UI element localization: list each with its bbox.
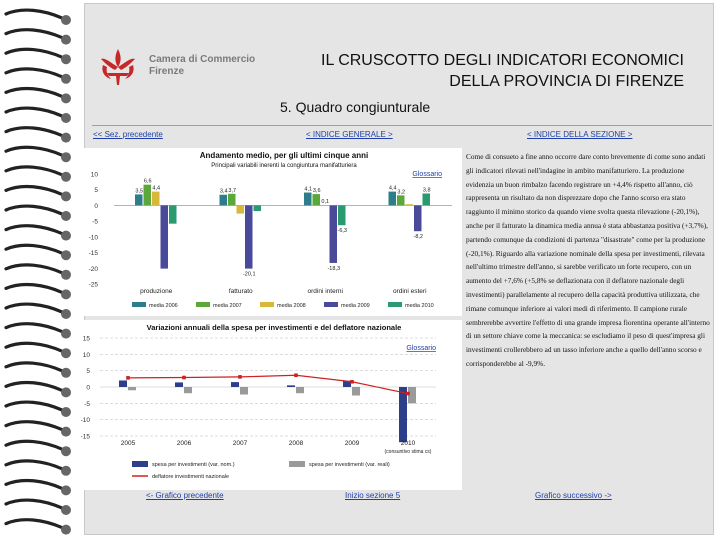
binding-hole [61, 407, 71, 417]
chart2-line-marker [350, 380, 354, 384]
chart2-legend-label: deflatore investimenti nazionale [152, 474, 230, 480]
chart1-data-label: 3,6 [312, 188, 321, 195]
chart1-data-label: 4,1 [304, 186, 313, 193]
chart1-category-label: produzione [140, 288, 173, 295]
chart1-subtitle: Principali variabili inerenti la congiuntura manifatturiera [211, 163, 357, 169]
chart2-category-note: (consuntivo stima cs) [384, 449, 432, 455]
binding-ring [6, 382, 62, 390]
binding-ring [6, 245, 62, 253]
chart2-bar [128, 387, 136, 390]
chart1-bar [254, 205, 262, 211]
binding-ring [6, 69, 62, 77]
binding-ring [6, 186, 62, 194]
chart2-y-tick: 15 [82, 335, 90, 343]
chart1-legend-label: media 2007 [213, 303, 242, 309]
binding-hole [61, 35, 71, 45]
chart2-y-tick: 10 [82, 351, 90, 359]
binding-ring [6, 206, 62, 214]
binding-hole [61, 485, 71, 495]
chart2-y-tick: 5 [86, 368, 90, 376]
chart1-legend-label: media 2010 [405, 303, 434, 309]
binding-hole [61, 270, 71, 280]
binding-hole [61, 250, 71, 260]
chart1-bar [161, 205, 169, 268]
binding-ring [6, 422, 62, 430]
chart1-bar [330, 205, 338, 263]
chart2-glossary-link[interactable]: Glossario [406, 345, 436, 352]
chart1-bar [406, 204, 414, 205]
binding-hole [61, 446, 71, 456]
binding-hole [61, 231, 71, 241]
page-title-line1: IL CRUSCOTTO DEGLI INDICATORI ECONOMICI [321, 52, 684, 69]
chart2-bar [287, 385, 295, 387]
binding-hole [61, 113, 71, 123]
previous-section-link[interactable]: << Sez. precedente [93, 130, 163, 139]
chart1-y-tick: -10 [88, 234, 98, 242]
binding-ring [6, 402, 62, 410]
binding-ring [6, 284, 62, 292]
binding-hole [61, 329, 71, 339]
chart2-bar [184, 387, 192, 393]
chart1-y-tick: 10 [90, 171, 98, 179]
chart2-category-label: 2005 [120, 440, 136, 447]
chart1-bar [414, 205, 422, 231]
binding-ring [6, 324, 62, 332]
chart1-glossary-link[interactable]: Glossario [412, 171, 442, 178]
chart1-data-label: 3,4 [219, 188, 228, 195]
chart2-bar [231, 382, 239, 387]
binding-hole [61, 15, 71, 25]
binding-hole [61, 54, 71, 64]
chart2-line-marker [182, 376, 186, 380]
chart1-bar [338, 205, 346, 225]
chart1-y-tick: -25 [88, 281, 98, 289]
chart1-y-tick: 5 [94, 187, 98, 195]
chart1-bar [304, 193, 312, 206]
chart1-bar [152, 192, 160, 206]
chart2-y-tick: -5 [84, 400, 90, 408]
section-index-link[interactable]: < INDICE DELLA SEZIONE > [527, 130, 633, 139]
section-start-link[interactable]: Inizio sezione 5 [345, 491, 401, 500]
chart1-category-label: ordini esteri [392, 288, 427, 295]
chart1-legend-swatch [388, 302, 402, 307]
binding-hole [61, 191, 71, 201]
divider [92, 125, 712, 126]
binding-hole [61, 427, 71, 437]
chart2-bar [399, 387, 407, 442]
binding-hole [61, 525, 71, 535]
binding-hole [61, 387, 71, 397]
binding-ring [6, 461, 62, 469]
org-name-line2: Firenze [149, 66, 185, 77]
chart1-bar [245, 205, 253, 268]
binding-hole [61, 74, 71, 84]
chart2-line-marker [126, 376, 130, 380]
chart1-bar [228, 194, 236, 206]
binding-ring [6, 363, 62, 371]
binding-ring [6, 441, 62, 449]
binding-ring [6, 226, 62, 234]
binding-hole [61, 172, 71, 182]
binding-hole [61, 133, 71, 143]
binding-hole [61, 309, 71, 319]
chart-manufacturing-variables [84, 148, 462, 316]
chart1-data-label: -6,3 [337, 228, 347, 235]
chart2-y-tick: -10 [80, 417, 90, 425]
chart2-line-marker [294, 373, 298, 377]
chart2-category-label: 2007 [232, 440, 248, 447]
chart1-data-label: 6,6 [143, 178, 152, 185]
chart1-bar [321, 205, 329, 206]
chart-investment-spending [80, 320, 462, 490]
chart1-legend-swatch [132, 302, 146, 307]
chart2-category-label: 2006 [176, 440, 192, 447]
chart1-y-tick: -20 [88, 265, 98, 273]
chart1-data-label: 3,8 [422, 187, 431, 194]
chart2-legend-swatch [132, 461, 148, 467]
binding-hole [61, 152, 71, 162]
chart2-category-label: 2010 [400, 440, 416, 447]
chart2-legend-swatch [289, 461, 305, 467]
binding-ring [6, 147, 62, 155]
chart1-legend-swatch [260, 302, 274, 307]
binding-hole [61, 368, 71, 378]
chart1-data-label: 3,7 [228, 187, 237, 194]
spiral-binding [0, 0, 78, 540]
chart1-y-tick: 0 [94, 202, 98, 210]
chart2-line-marker [406, 392, 410, 396]
chart1-y-tick: -5 [92, 218, 98, 226]
org-name-line1: Camera di Commercio [149, 54, 256, 65]
chart2-bar [119, 380, 127, 387]
chart1-legend-swatch [324, 302, 338, 307]
chart1-legend-label: media 2006 [149, 303, 178, 309]
binding-ring [6, 88, 62, 96]
previous-chart-link[interactable]: <- Grafico precedente [146, 491, 224, 500]
chart1-bar [135, 194, 143, 205]
chart2-bar [175, 382, 183, 387]
binding-ring [6, 265, 62, 273]
chart1-data-label: 0,1 [321, 199, 330, 206]
general-index-link[interactable]: < INDICE GENERALE > [306, 130, 393, 139]
florence-lily-logo-icon [95, 45, 141, 87]
binding-hole [61, 93, 71, 103]
binding-ring [6, 500, 62, 508]
binding-ring [6, 167, 62, 175]
chart1-bar [397, 195, 405, 205]
binding-hole [61, 505, 71, 515]
chart2-legend-label: spesa per investimenti (var. nom.) [152, 462, 235, 468]
chart1-data-label: 3,2 [397, 189, 406, 196]
chart2-deflator-line [128, 375, 408, 393]
binding-hole [61, 348, 71, 358]
chart1-data-label: -20,1 [242, 271, 256, 278]
chart1-category-label: ordini interni [307, 288, 343, 295]
chart2-legend-label: spesa per investimenti (var. reali) [309, 462, 390, 468]
chart1-y-tick: -15 [88, 250, 98, 258]
binding-ring [6, 520, 62, 528]
binding-ring [6, 108, 62, 116]
chart1-bar [220, 195, 228, 206]
chart2-category-label: 2009 [344, 440, 360, 447]
binding-hole [61, 466, 71, 476]
chart1-data-label: 4,4 [152, 185, 161, 192]
page-title-line2: DELLA PROVINCIA DI FIRENZE [449, 73, 684, 90]
chart2-title: Variazioni annuali della spesa per investimenti e del deflatore nazionale [146, 323, 402, 332]
chart1-title: Andamento medio, per gli ultimi cinque anni [199, 151, 369, 160]
chart1-bar [237, 205, 245, 213]
chart2-bar [352, 387, 360, 395]
chart1-legend-swatch [196, 302, 210, 307]
chart2-y-tick: -15 [80, 433, 90, 441]
chart1-bar [144, 185, 152, 206]
chart1-legend-label: media 2008 [277, 303, 306, 309]
binding-ring [6, 128, 62, 136]
chart1-category-label: fatturato [228, 288, 253, 295]
next-chart-link[interactable]: Grafico successivo -> [535, 491, 612, 500]
binding-ring [6, 30, 62, 38]
chart2-line-marker [238, 375, 242, 379]
binding-ring [6, 480, 62, 488]
chart2-bar [296, 387, 304, 393]
binding-hole [61, 211, 71, 221]
section-subtitle: 5. Quadro congiunturale [280, 99, 431, 115]
chart1-data-label: 3,5 [135, 188, 144, 195]
chart1-data-label: 4,4 [388, 185, 397, 192]
chart1-bar [169, 205, 177, 223]
binding-hole [61, 289, 71, 299]
binding-ring [6, 304, 62, 312]
chart1-legend-label: media 2009 [341, 303, 370, 309]
chart1-data-label: -8,2 [413, 234, 423, 241]
chart1-data-label: -18,3 [327, 265, 341, 272]
binding-ring [6, 343, 62, 351]
chart1-bar [423, 193, 431, 205]
chart2-bar [240, 387, 248, 395]
commentary-text: Come di consueto a fine anno occorre dare conto brevemente di come sono andati gli indicatori rilevati nell'indagine in ambito manifatturiero. La produzione evidenzia un buon rimbalzo facendo registrare un +4,4% rispetto all'anno, ciò rappresenta un risultato da non disprezzare dopo che l'anno scorso era stato raggiunto il minimo storico da quando viene svolta questa rilevazione (-20,1%), anche per il fatturato la dinamica media annua è stata abbastanza positiva (+3,7%), partendo comunque da condizioni di partenza "disastrate" come per la produzione (-20,1%). Riguardo alla variazione nominale della spesa per investimenti, rilevata nell'ultimo trimestre dell'anno, si sarebbe verificato un forte recupero, con un aumento del +7,6% (+5,8% se deflazionata con il deflatore nazionale degli investimenti) parallelamente al recupero della capacità produttiva utilizzata, che rimane comunque inferiore ai valori medi di riferimento. Il campione rurale sembrerebbe avvertire l'effetto di una grande impresa fiorentina operante all'interno di un settore chiave come la meccanica: se escludiamo il peso di quest'impresa gli investimenti crollerebbero ad un tasso inferiore anche a quello dell'anno scorso e corrisponderebbe al -9,9%. [466, 152, 710, 368]
chart2-y-tick: 0 [86, 384, 90, 392]
chart2-category-label: 2008 [288, 440, 304, 447]
chart1-bar [389, 192, 397, 206]
binding-ring [6, 10, 62, 18]
binding-ring [6, 49, 62, 57]
chart1-bar [313, 194, 321, 205]
